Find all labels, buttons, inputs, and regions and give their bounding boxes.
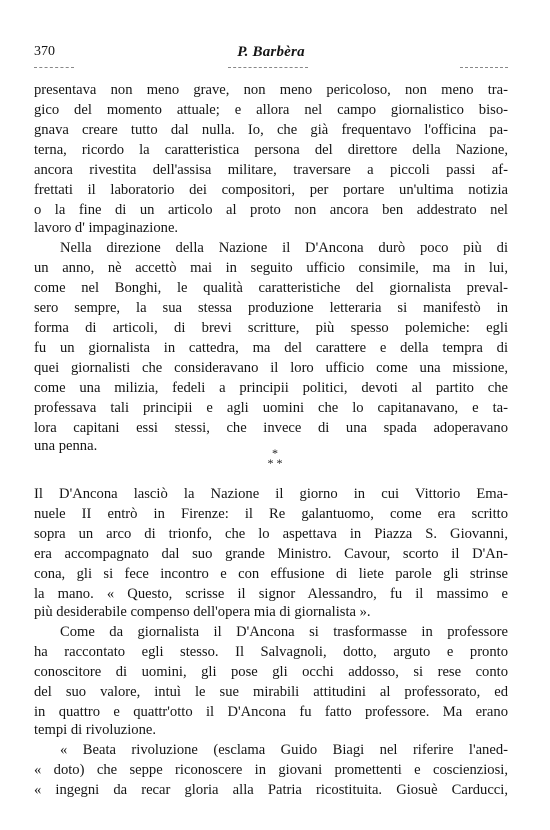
text-line: tempi di rivoluzione. [34,722,156,738]
text-line: professava tali principii e agli uomini che lo capitanavano, e ta- [34,400,508,416]
text-line: lavoro d' impaginazione. [34,220,179,236]
page-number: 370 [34,44,55,59]
header-rule-left [34,67,74,68]
running-title: P. Barbèra [237,44,305,60]
text-line: Nella direzione della Nazione il D'Ancona durò poco più di [60,240,508,256]
text-line: in quattro e quattr'otto il D'Ancona fu fatto professore. Ma erano [34,704,508,720]
text-line: nuele II entrò in Firenze: il Re galantuomo, come era scritto [34,506,508,522]
text-line: conoscitore di uomini, gli pose gli occhi addosso, si rese conto [34,664,508,680]
page-header [34,44,508,68]
header-rule-right [460,67,508,68]
text-line: Il D'Ancona lasciò la Nazione il giorno in cui Vittorio Ema- [34,486,508,502]
section-break-asterism: * * * [267,446,283,470]
text-line: era accompagnato dal suo grande Ministro. Cavour, scorto il D'An- [34,546,508,562]
text-line: una penna. [34,438,98,454]
text-line: frettati il laboratorio dei compositori, per portare un'ultima notizia [34,182,508,198]
text-line: ancora rivestita dell'assisa militare, traversare a piccoli passi af- [34,162,508,178]
text-line: ha raccontato egli stesso. Il Salvagnoli, dotto, arguto e pronto [34,644,508,660]
header-rule-center [228,67,308,68]
text-line: Come da giornalista il D'Ancona si trasformasse in professore [60,624,508,640]
text-line: « doto) che seppe riconoscere in giovani promettenti e coscienziosi, [34,762,508,778]
text-line: come una milizia, fedeli a principii politici, devoti al partito che [34,380,508,396]
text-line: gico del momento attuale; e allora nel campo giornalistico biso- [34,102,508,118]
text-line: un anno, nè accettò mai in seguito ufficio consimile, ma in lui, [34,260,508,276]
text-line: terna, ricordo la caratteristica persona del direttore della Nazione, [34,142,508,158]
text-line: presentava non meno grave, non meno pericoloso, non meno tra- [34,82,508,98]
text-line: del suo valore, intuì le sue mirabili attitudini al professorato, ed [34,684,508,700]
text-line: come nel Bonghi, le qualità caratteristiche del giornalista preval- [34,280,508,296]
text-line: o la fine di un articolo al proto non ancora ben addestrato nel [34,202,508,218]
text-line: « Beata rivoluzione (esclama Guido Biagi nel riferire l'aned- [60,742,508,758]
text-line: quei giornalisti che consideravano il loro ufficio come una missione, [34,360,508,376]
text-line: lora capitani essi stessi, che invece di una spada adoperavano [34,420,508,436]
text-line: più desiderabile compenso dell'opera mia di giornalista ». [34,604,371,620]
text-line: « ingegni da recar gloria alla Patria ricostituita. Giosuè Carducci, [34,782,508,798]
text-line: gnava creare tutto dal nulla. Io, che già frequentavo l'officina pa- [34,122,508,138]
text-line: sero sempre, la sua stessa produzione letteraria si manifestò in [34,300,508,316]
text-line: forma di articoli, di brevi scritture, più spesso polemiche: egli [34,320,508,336]
text-line: cona, gli si fece incontro e con effusione di liete parole gli strinse [34,566,508,582]
text-line: la mano. « Questo, scrisse il signor Alessandro, fu il massimo e [34,586,508,602]
text-line: fu un giornalista in cattedra, ma del carattere e della tempra di [34,340,508,356]
text-line: sopra un arco di trionfo, che lo aspettava in Piazza S. Giovanni, [34,526,508,542]
